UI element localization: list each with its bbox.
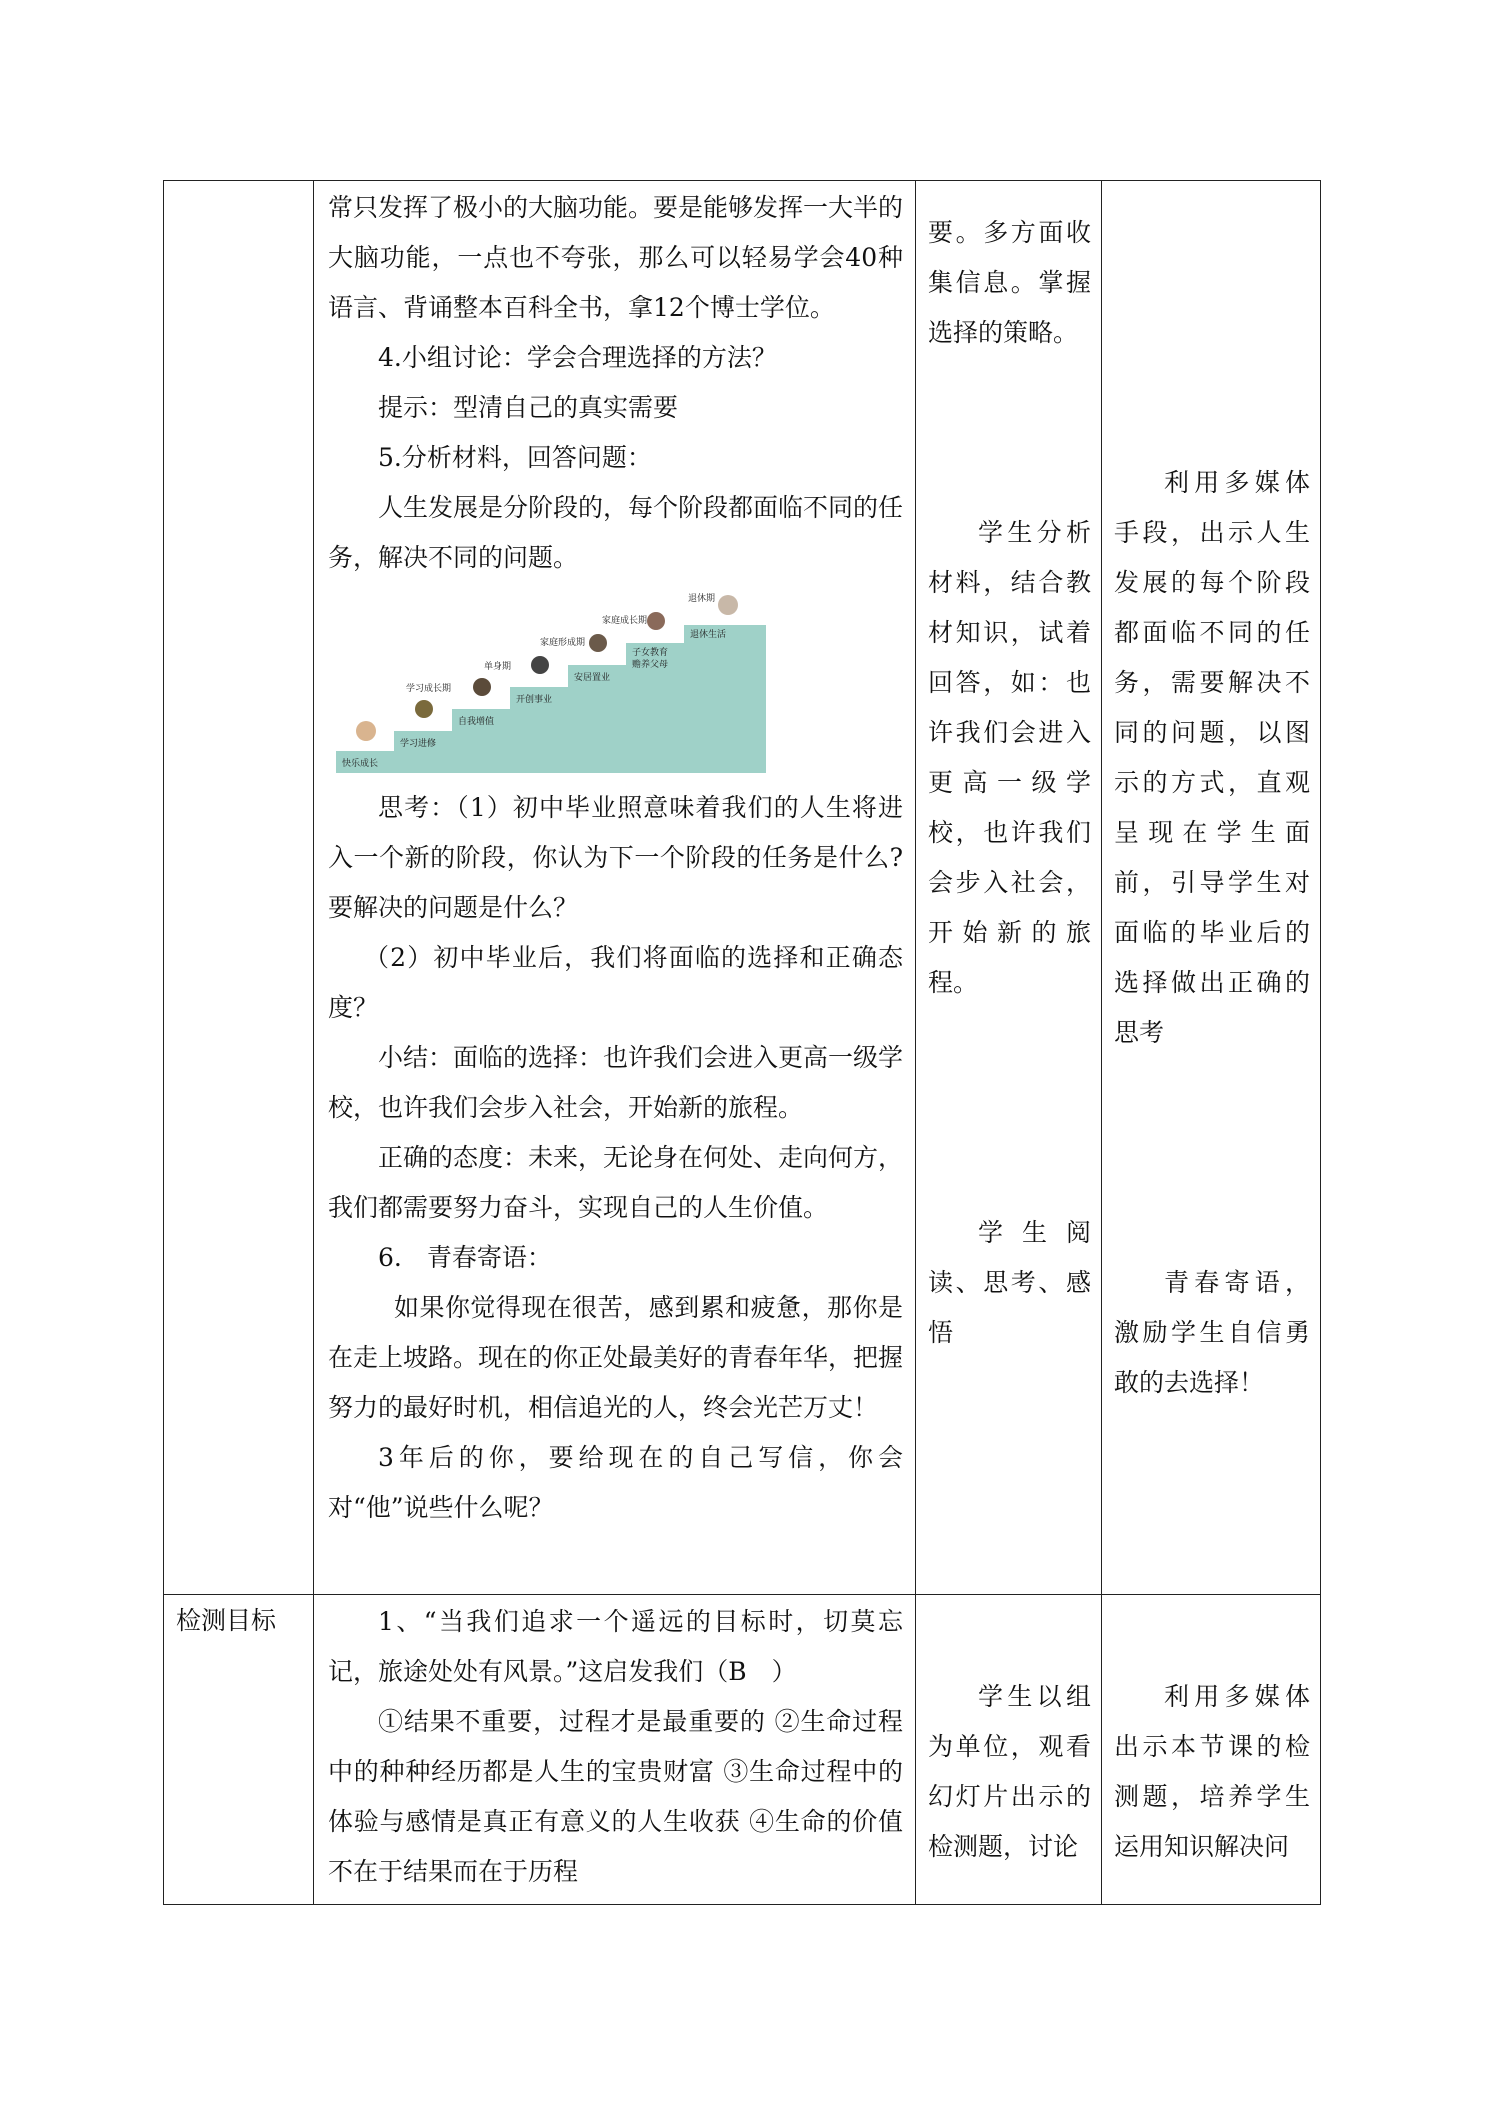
design-intent-cell: [1102, 1595, 1321, 1905]
stage-label: 自我增值: [458, 717, 495, 727]
period-label: 家庭形成期: [540, 638, 586, 648]
paragraph: 学生分析材料，结合教材知识，试着回答，如：也许我们会进入更高一级学校，也许我们会步入社会，开始新的旅程。: [928, 518, 1091, 997]
design-intent-cell: [1102, 181, 1321, 1595]
paragraph: 学生阅读、思考、感悟: [928, 1218, 1091, 1347]
paragraph: （2）初中毕业后，我们将面临的选择和正确态度？: [328, 943, 903, 1022]
paragraph: 要。多方面收集信息。掌握选择的策略。: [928, 218, 1091, 347]
row-label: 检测目标: [176, 1606, 277, 1635]
paragraph: 青春寄语，激励学生自信勇敢的去选择！: [1114, 1268, 1310, 1397]
period-label: 家庭成长期: [602, 616, 648, 626]
paragraph: 4.小组讨论：学会合理选择的方法？: [378, 343, 777, 372]
table-row: [164, 1595, 1321, 1905]
stage-label: 开创事业: [516, 695, 553, 705]
teaching-process-cell: [314, 1595, 916, 1905]
lesson-plan-table: [163, 180, 1321, 1905]
paragraph: 小结：面临的选择：也许我们会进入更高一级学校，也许我们会步入社会，开始新的旅程。: [328, 1043, 904, 1122]
paragraph: 正确的态度：未来，无论身在何处、走向何方，我们都需要努力奋斗，实现自己的人生价值。: [328, 1143, 904, 1222]
stage-label: 安居置业: [574, 673, 611, 683]
paragraph: 提示：型清自己的真实需要: [378, 393, 679, 422]
paragraph: 3年后的你，要给现在的自己写信，你会对“他”说些什么呢？: [328, 1443, 903, 1522]
paragraph: 如果你觉得现在很苦，感到累和疲惫，那你是在走上坡路。现在的你正处最美好的青春年华，把握努力的最好时机，相信追光的人，终会光芒万丈！: [328, 1293, 904, 1422]
paragraph: 利用多媒体出示本节课的检测题，培养学生运用知识解决问: [1114, 1682, 1310, 1861]
stage-label: 快乐成长: [342, 759, 379, 769]
paragraph: 6. 青春寄语：: [378, 1243, 552, 1272]
period-label: 学习成长期: [406, 684, 452, 694]
period-label: 单身期: [484, 662, 512, 672]
stage-label: 子女教育: [632, 648, 669, 658]
paragraph: 人生发展是分阶段的，每个阶段都面临不同的任务，解决不同的问题。: [328, 493, 904, 572]
paragraph: 1、“当我们追求一个遥远的目标时，切莫忘记，旅途处处有风景。”这启发我们（B ）: [328, 1607, 903, 1686]
paragraph: 常只发挥了极小的大脑功能。要是能够发挥一大半的大脑功能，一点也不夸张，那么可以轻易学会40种语言、背诵整本百科全书，拿12个博士学位。: [328, 193, 904, 322]
row-label-cell: [164, 181, 314, 1595]
stage-label: 学习进修: [400, 739, 437, 749]
paragraph: 5.分析材料，回答问题：: [378, 443, 652, 472]
life-stages-figure: [336, 591, 766, 773]
paragraph: ①结果不重要，过程才是最重要的 ②生命过程中的种种经历都是人生的宝贵财富 ③生命过程中的体验与感情是真正有意义的人生收获 ④生命的价值不在于结果而在于历程: [328, 1707, 903, 1886]
period-label: 退休期: [688, 594, 716, 604]
student-activity-cell: [916, 181, 1102, 1595]
student-activity-cell: [916, 1595, 1102, 1905]
teaching-process-cell: [314, 181, 916, 1595]
paragraph: 学生以组为单位，观看幻灯片出示的检测题，讨论: [928, 1682, 1091, 1861]
row-label-cell: [164, 1595, 314, 1905]
paragraph: 利用多媒体手段，出示人生发展的每个阶段都面临不同的任务，需要解决不同的问题，以图示的方式，直观呈现在学生面前，引导学生对面临的毕业后的选择做出正确的思考: [1114, 468, 1310, 1047]
table-row: [164, 181, 1321, 1595]
stage-label: 退休生活: [690, 630, 727, 640]
stage-label: 赡养父母: [632, 660, 669, 670]
paragraph: 思考：（1）初中毕业照意味着我们的人生将进入一个新的阶段，你认为下一个阶段的任务是什么?要解决的问题是什么？: [328, 793, 903, 922]
